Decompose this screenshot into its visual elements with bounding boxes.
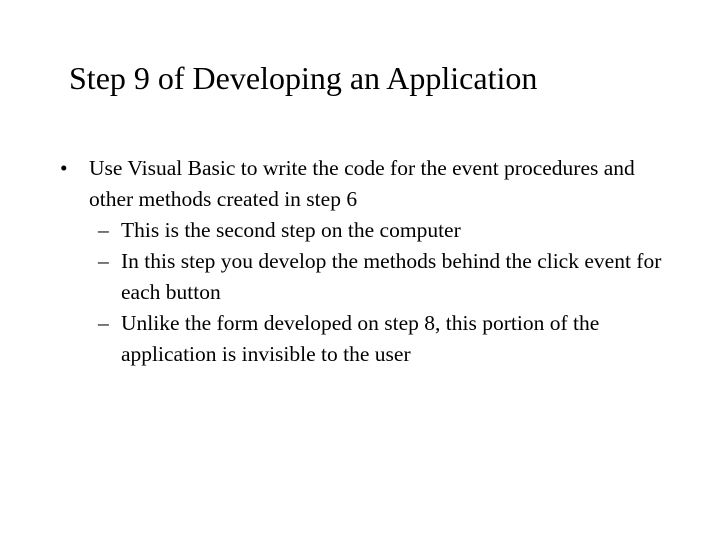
bullet-text: Use Visual Basic to write the code for the event procedures and other methods created in step 6 — [89, 156, 635, 211]
dash-icon: – — [98, 311, 109, 335]
sub-bullet-text: This is the second step on the computer — [121, 218, 461, 242]
dash-icon: – — [98, 249, 109, 273]
slide-body — [60, 153, 680, 370]
slide-title: Step 9 of Developing an Application — [69, 60, 538, 96]
sub-bullet-item — [60, 246, 680, 308]
sub-bullet-item — [60, 215, 680, 246]
sub-bullet-item — [60, 308, 680, 370]
bullet-item — [60, 153, 680, 215]
sub-bullet-list — [60, 215, 680, 370]
sub-bullet-text: In this step you develop the methods behind the click event for each button — [121, 249, 662, 304]
sub-bullet-text: Unlike the form developed on step 8, this portion of the application is invisible to the user — [121, 311, 600, 366]
bullet-dot-icon: • — [60, 156, 68, 180]
dash-icon: – — [98, 218, 109, 242]
